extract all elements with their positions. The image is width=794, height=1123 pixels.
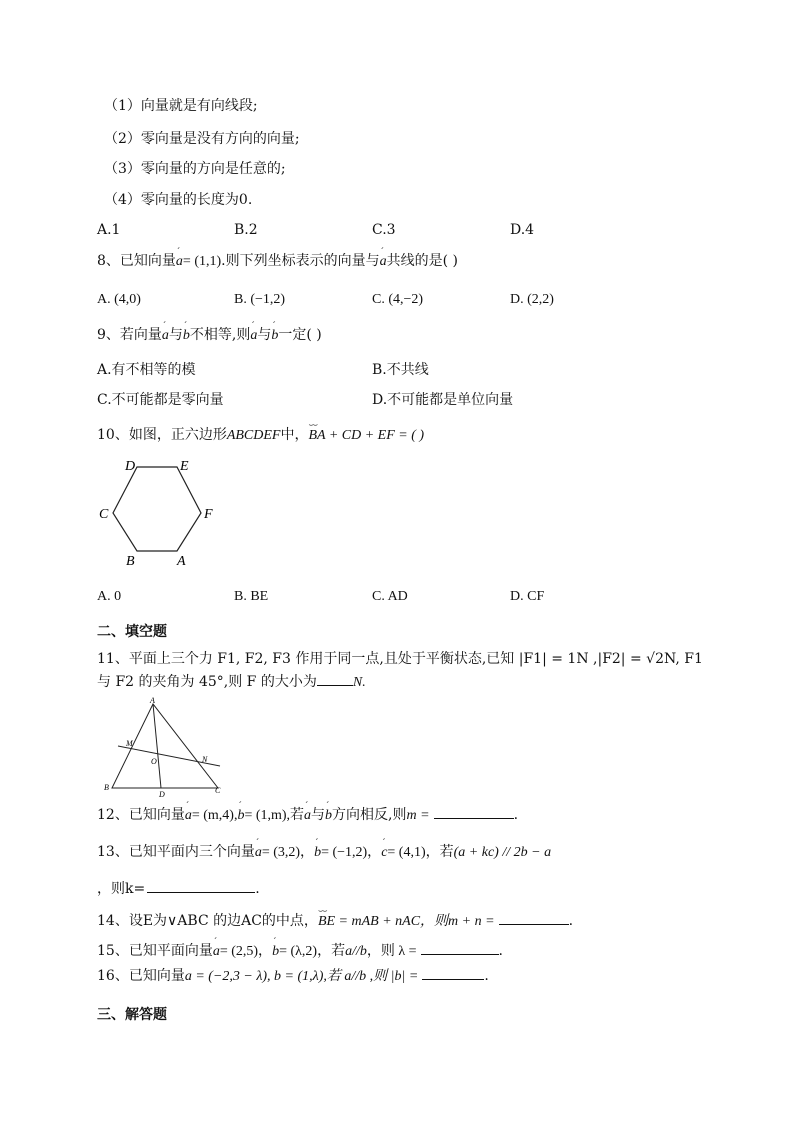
section-solve: 三、解答题 (97, 1007, 167, 1023)
section-fill-in: 二、填空题 (97, 624, 167, 640)
q11-answer-blank[interactable] (317, 673, 353, 686)
hex-label-d: D (125, 459, 136, 474)
tri-label-b: B (104, 783, 109, 792)
q10-option-d: D. CF (510, 589, 545, 604)
q8-option-b: B. (−1,2) (234, 292, 286, 307)
statement-4: （4）零向量的长度为0. (104, 192, 253, 208)
q9-option-b: B.不共线 (372, 362, 429, 378)
line-ad (153, 704, 161, 788)
q8-option-a: A. (4,0) (97, 292, 141, 307)
q9-option-c: C.不可能都是零向量 (97, 392, 224, 408)
tri-label-m: M (126, 739, 133, 748)
hex-label-c: C (99, 507, 109, 522)
tri-label-c: C (215, 786, 221, 795)
q14: 14、设E为∨ABC 的边AC的中点，⌣⌣ BE = mAB + nAC，则m + n = . (97, 912, 573, 931)
q8-option-d: D. (2,2) (510, 292, 554, 307)
hexagon-figure (95, 455, 225, 570)
statement-1: （1）向量就是有向线段; (104, 98, 258, 114)
triangle-figure (100, 696, 225, 798)
tri-label-a: A (150, 696, 155, 705)
q9-stem: 9、若向量ˊ a与ˊ b不相等,则ˊ a与ˊ b一定( ) (97, 326, 322, 345)
q15-answer-blank[interactable] (421, 942, 499, 955)
hexagon-shape (113, 467, 201, 551)
hex-label-b: B (126, 554, 135, 569)
q13: 13、已知平面内三个向量ˊ a= (3,2)，ˊ b= (−1,2)，ˊ c= (4,1)，若(a + kc) // 2b − a (97, 843, 551, 862)
q8-option-c: C. (4,−2) (372, 292, 424, 307)
q11-line2: 与 F2 的夹角为 45°,则 F 的大小为 N. (97, 674, 366, 690)
q9-option-a: A.有不相等的模 (97, 362, 196, 378)
q15: 15、已知平面向量ˊ a= (2,5)，ˊ b= (λ,2)，若a//b，则 λ = . (97, 942, 503, 961)
q10-stem: 10、如图，正六边形ABCDEF中，⌣⌣ BA + CD + EF = ( ) (97, 426, 424, 445)
q10-option-c: C. AD (372, 589, 408, 604)
q16: 16、已知向量a = (−2,3 − λ), b = (1,λ),若 a//b ,则 |b| = . (97, 968, 489, 984)
q11-line1: 11、平面上三个力 F1, F2, F3 作用于同一点,且处于平衡状态,已知 |F1| = 1N ,|F2| = √2N, F1 (97, 651, 703, 667)
q10-option-a: A. 0 (97, 589, 122, 604)
q16-answer-blank[interactable] (422, 967, 484, 980)
q9-option-d: D.不可能都是单位向量 (372, 392, 514, 408)
tri-label-o: O (151, 757, 157, 766)
tri-label-d: D (159, 790, 165, 798)
hex-label-e: E (180, 459, 189, 474)
q7-option-a: A.1 (97, 222, 121, 238)
q10-option-b: B. BE (234, 589, 269, 604)
hex-label-a: A (177, 554, 186, 569)
q7-option-c: C.3 (372, 222, 396, 238)
q13-line2: ，则k= . (97, 881, 260, 897)
q8-stem: 8、已知向量ˊ a= (1,1).则下列坐标表示的向量与ˊ a共线的是( ) (97, 252, 458, 271)
q12-answer-blank[interactable] (434, 806, 514, 819)
q13-answer-blank[interactable] (147, 880, 255, 893)
q7-option-b: B.2 (234, 222, 258, 238)
tri-label-n: N (202, 755, 208, 764)
q12: 12、已知向量ˊ a= (m,4),ˊ b= (1,m),若ˊ a与ˊ b方向相反,则m = . (97, 806, 518, 825)
q7-option-d: D.4 (510, 222, 535, 238)
statement-2: （2）零向量是没有方向的向量; (104, 131, 300, 147)
statement-3: （3）零向量的方向是任意的; (104, 161, 286, 177)
hex-label-f: F (204, 507, 213, 522)
q14-answer-blank[interactable] (499, 912, 569, 925)
